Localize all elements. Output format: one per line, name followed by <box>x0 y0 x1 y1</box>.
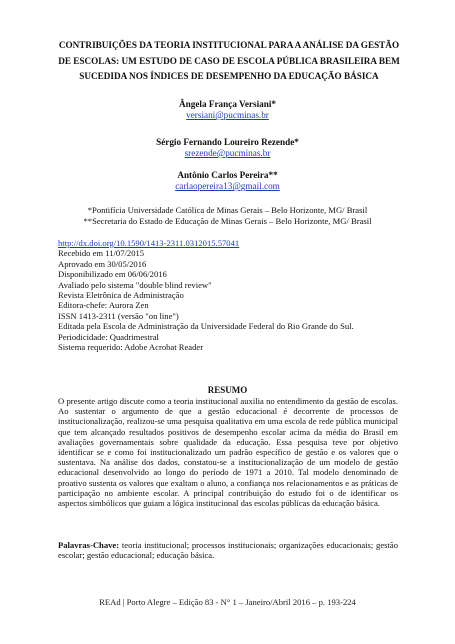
author-1 <box>0 99 455 121</box>
keywords <box>58 540 398 561</box>
abstract-heading: RESUMO <box>207 385 248 395</box>
author-email-link[interactable]: carlaopereira13@gmail.com <box>175 181 280 191</box>
approved-date: Aprovado em 30/05/2016 <box>58 258 147 269</box>
periodicity: Periodicidade: Quadrimestral <box>58 331 159 342</box>
editor-in-chief: Editora-chefe: Aurora Zen <box>58 300 149 311</box>
publisher: Editada pela Escola de Administração da Universidade Federal do Rio Grande do Sul. <box>58 321 354 332</box>
author-email-link[interactable]: versiani@pucminas.br <box>186 110 269 120</box>
article-metadata <box>58 238 398 352</box>
author-3 <box>0 170 455 192</box>
received-date: Recebido em 11/07/2015 <box>58 248 145 259</box>
issn: ISSN 1413-2311 (versão "on line") <box>58 310 179 321</box>
doi-link[interactable]: http://dx.doi.org/10.1590/1413-2311.0312015.57041 <box>58 238 240 248</box>
paper-title <box>40 38 418 85</box>
keywords-label: Palavras-Chave: <box>58 540 120 550</box>
page-footer: REAd | Porto Alegre – Edição 83 - N° 1 – Janeiro/Abril 2016 – p. 193-224 <box>99 597 356 607</box>
author-name: Antônio Carlos Pereira** <box>177 170 278 180</box>
author-email-link[interactable]: srezende@pucminas.br <box>184 148 271 158</box>
affiliation: **Secretaria do Estado de Educação de Minas Gerais – Belo Horizonte, MG/ Brasil <box>83 216 372 226</box>
published-date: Disponibilizado em 06/06/2016 <box>58 269 167 280</box>
author-name: Ângela França Versiani* <box>179 99 276 109</box>
system-requirements: Sistema requerido: Adobe Acrobat Reader <box>58 342 204 353</box>
keywords-text: teoria institucional; processos institucionais; organizações educacionais; gestão escolar; gestão educacional; educação básica. <box>58 540 398 561</box>
title-line: SUCEDIDA NOS ÍNDICES DE DESEMPENHO DA EDUCAÇÃO BÁSICA <box>79 71 379 81</box>
title-line: CONTRIBUIÇÕES DA TEORIA INSTITUCIONAL PARA A ANÁLISE DA GESTÃO <box>58 40 400 50</box>
review-system: Avaliado pelo sistema "double blind review" <box>58 279 212 290</box>
title-line: DE ESCOLAS: UM ESTUDO DE CASO DE ESCOLA PÚBLICA BRASILEIRA BEM <box>58 55 400 66</box>
affiliation: *Pontifícia Universidade Católica de Minas Gerais – Belo Horizonte, MG/ Brasil <box>87 205 368 215</box>
author-name: Sérgio Fernando Loureiro Rezende* <box>156 137 299 147</box>
abstract-text: O presente artigo discute como a teoria institucional auxilia no entendimento da gestão de escolas. Ao sustentar o argumento de que a gestão educacional é decorrente de processos de institucionalização, realizou-se uma pesquisa qualitativa em uma escola de rede pública municipal que tem alcançado resultados positivos de desempenho escolar acima da média do Brasil em avaliações governamentais sobre qualidade da educação. Essa pesquisa teve por objetivo identificar se e como foi institucionalizado um padrão específico de gestão e os valores que o sustentava. Na análise dos dados, constatou-se a institucionalização de um modelo de gestão educacional desenvolvido ao longo do período de 1971 a 2010. Tal modelo denominado de proativo sustenta os valores que exaltam o aluno, a confiança nos relacionamentos e as práticas de participação no ambiente escolar. A principal contribuição do estudo foi o de identificar os aspectos simbólicos que guiam a lógica institucional das escolas públicas da educação básica. <box>58 396 398 509</box>
affiliations <box>0 205 455 227</box>
journal-name: Revista Eletrônica de Administração <box>58 290 184 301</box>
author-2 <box>0 137 455 159</box>
